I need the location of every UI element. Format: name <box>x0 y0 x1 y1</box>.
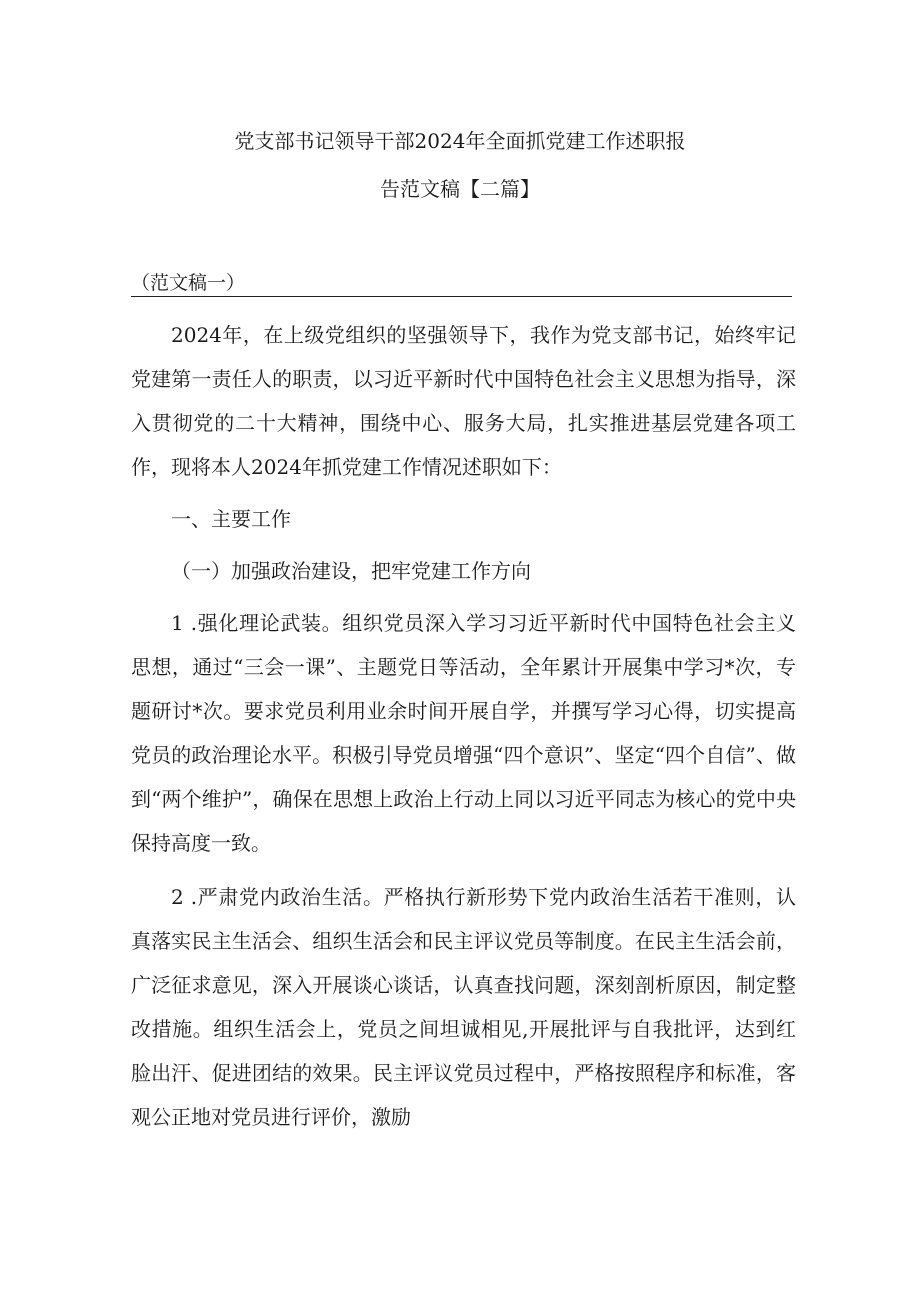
item-paragraph-1: 1 .强化理论武装。组织党员深入学习习近平新时代中国特色社会主义思想，通过“三会一课”、主题党日等活动，全年累计开展集中学习*次，专题研讨*次。要求党员利用业余时间开展自学，并撰写学习心得，切实提高党员的政治理论水平。积极引导党员增强“四个意识”、坚定“四个自信”、做到“两个维护”，确保在思想上政治上行动上同以习近平同志为核心的党中央保持高度一致。 <box>131 611 796 855</box>
draft-label: （范文稿一） <box>131 272 246 294</box>
section-heading: 一、主要工作 <box>171 507 291 531</box>
subsection-heading: （一）加强政治建设，把牢党建工作方向 <box>171 559 531 583</box>
document-title-line-1: 党支部书记领导干部2024年全面抓党建工作述职报 <box>234 129 686 153</box>
document-body <box>131 313 796 1139</box>
item-paragraph-2: 2 .严肃党内政治生活。严格执行新形势下党内政治生活若干准则，认真落实民主生活会、组织生活会和民主评议党员等制度。在民主生活会前，广泛征求意见，深入开展谈心谈话，认真查找问题，深刻剖析原因，制定整改措施。组织生活会上，党员之间坦诚相见,开展批评与自我批评，达到红脸出汗、促进团结的效果。民主评议党员过程中，严格按照程序和标准，客观公正地对党员进行评价，激励 <box>131 885 796 1129</box>
intro-paragraph: 2024年，在上级党组织的坚强领导下，我作为党支部书记，始终牢记党建第一责任人的职责，以习近平新时代中国特色社会主义思想为指导，深入贯彻党的二十大精神，围绕中心、服务大局，扎实推进基层党建各项工作，现将本人2024年抓党建工作情况述职如下： <box>131 323 796 479</box>
document-title-line-2: 告范文稿【二篇】 <box>380 177 540 201</box>
horizontal-divider <box>131 296 792 297</box>
